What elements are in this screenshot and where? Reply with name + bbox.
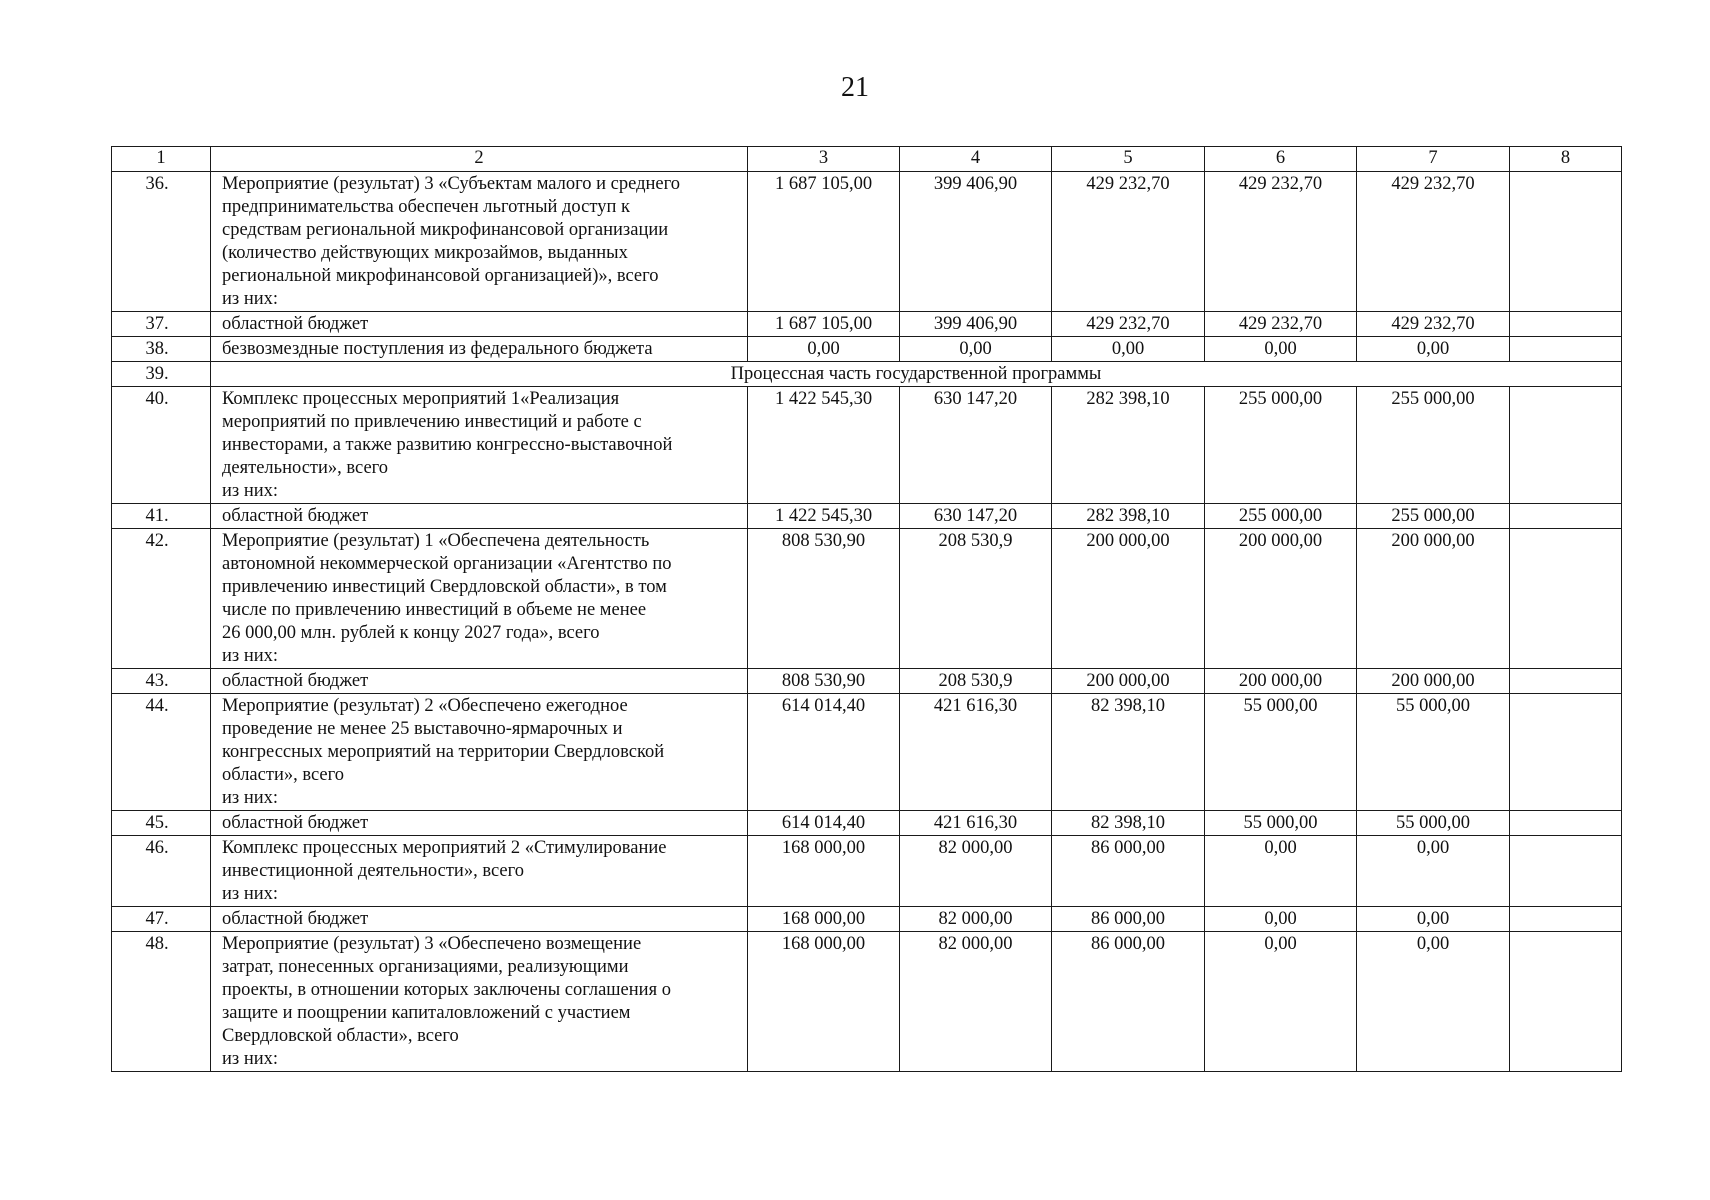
- description-line: из них:: [222, 884, 279, 904]
- value-cell-c7: 429 232,70: [1357, 172, 1510, 312]
- row-description: [211, 504, 748, 529]
- description-line: числе по привлечению инвестиций в объеме не менее: [222, 600, 647, 620]
- row-number: 47.: [112, 907, 211, 932]
- value-cell-c6: 0,00: [1205, 907, 1357, 932]
- value-cell-c3: 168 000,00: [748, 836, 900, 907]
- value-cell-c5: 282 398,10: [1052, 387, 1205, 504]
- description-line: инвесторами, а также развитию конгрессно-выставочной: [222, 435, 673, 455]
- value-cell-c7: 255 000,00: [1357, 387, 1510, 504]
- value-cell-c7: 255 000,00: [1357, 504, 1510, 529]
- description-line: областной бюджет: [222, 506, 369, 526]
- value-cell-c6: 255 000,00: [1205, 504, 1357, 529]
- value-cell-c5: 82 398,10: [1052, 694, 1205, 811]
- description-line: области», всего: [222, 765, 344, 785]
- table-row: [112, 932, 1622, 1072]
- value-cell-c8: [1510, 907, 1622, 932]
- table-row: [112, 836, 1622, 907]
- row-number: 40.: [112, 387, 211, 504]
- description-line: затрат, понесенных организациями, реализующими: [222, 957, 629, 977]
- row-description: [211, 811, 748, 836]
- value-cell-c5: 86 000,00: [1052, 907, 1205, 932]
- value-cell-c3: 0,00: [748, 337, 900, 362]
- value-cell-c6: 429 232,70: [1205, 172, 1357, 312]
- table-row: [112, 811, 1622, 836]
- section-title: Процессная часть государственной программы: [211, 362, 1622, 387]
- row-number: 38.: [112, 337, 211, 362]
- value-cell-c7: 429 232,70: [1357, 312, 1510, 337]
- row-description: [211, 337, 748, 362]
- value-cell-c5: 200 000,00: [1052, 669, 1205, 694]
- table-row: [112, 387, 1622, 504]
- row-number: 46.: [112, 836, 211, 907]
- table-row: [112, 362, 1622, 387]
- column-header: 8: [1510, 147, 1622, 172]
- value-cell-c7: 0,00: [1357, 836, 1510, 907]
- value-cell-c6: 0,00: [1205, 932, 1357, 1072]
- row-number: 39.: [112, 362, 211, 387]
- value-cell-c4: 0,00: [900, 337, 1052, 362]
- value-cell-c8: [1510, 504, 1622, 529]
- value-cell-c5: 82 398,10: [1052, 811, 1205, 836]
- value-cell-c4: 82 000,00: [900, 932, 1052, 1072]
- description-line: из них:: [222, 788, 279, 808]
- value-cell-c8: [1510, 337, 1622, 362]
- table-row: [112, 907, 1622, 932]
- row-description: [211, 932, 748, 1072]
- value-cell-c8: [1510, 932, 1622, 1072]
- description-line: Мероприятие (результат) 3 «Обеспечено возмещение: [222, 934, 642, 954]
- value-cell-c6: 0,00: [1205, 337, 1357, 362]
- row-description: [211, 836, 748, 907]
- value-cell-c4: 82 000,00: [900, 907, 1052, 932]
- description-line: средствам региональной микрофинансовой организации: [222, 220, 669, 240]
- value-cell-c5: 429 232,70: [1052, 312, 1205, 337]
- value-cell-c5: 200 000,00: [1052, 529, 1205, 669]
- description-line: региональной микрофинансовой организацией)», всего: [222, 266, 659, 286]
- row-number: 43.: [112, 669, 211, 694]
- value-cell-c4: 630 147,20: [900, 387, 1052, 504]
- value-cell-c7: 200 000,00: [1357, 669, 1510, 694]
- description-line: конгрессных мероприятий на территории Свердловской: [222, 742, 665, 762]
- description-line: инвестиционной деятельности», всего: [222, 861, 524, 881]
- value-cell-c5: 282 398,10: [1052, 504, 1205, 529]
- description-line: проекты, в отношении которых заключены соглашения о: [222, 980, 671, 1000]
- value-cell-c7: 0,00: [1357, 337, 1510, 362]
- value-cell-c4: 399 406,90: [900, 312, 1052, 337]
- value-cell-c8: [1510, 172, 1622, 312]
- table-row: [112, 529, 1622, 669]
- value-cell-c8: [1510, 836, 1622, 907]
- row-description: [211, 694, 748, 811]
- description-line: областной бюджет: [222, 314, 369, 334]
- value-cell-c6: 429 232,70: [1205, 312, 1357, 337]
- value-cell-c4: 399 406,90: [900, 172, 1052, 312]
- column-header: 1: [112, 147, 211, 172]
- budget-table: [111, 146, 1622, 1072]
- row-number: 48.: [112, 932, 211, 1072]
- row-description: [211, 387, 748, 504]
- value-cell-c5: 0,00: [1052, 337, 1205, 362]
- table-row: [112, 694, 1622, 811]
- value-cell-c4: 630 147,20: [900, 504, 1052, 529]
- description-line: привлечению инвестиций Свердловской области», в том: [222, 577, 667, 597]
- value-cell-c7: 0,00: [1357, 907, 1510, 932]
- value-cell-c3: 614 014,40: [748, 811, 900, 836]
- description-line: мероприятий по привлечению инвестиций и работе с: [222, 412, 642, 432]
- description-line: из них:: [222, 646, 279, 666]
- row-description: [211, 529, 748, 669]
- column-header: 7: [1357, 147, 1510, 172]
- value-cell-c8: [1510, 529, 1622, 669]
- table-row: [112, 337, 1622, 362]
- table-row: [112, 172, 1622, 312]
- description-line: (количество действующих микрозаймов, выданных: [222, 243, 628, 263]
- value-cell-c5: 86 000,00: [1052, 932, 1205, 1072]
- row-number: 41.: [112, 504, 211, 529]
- description-line: областной бюджет: [222, 909, 369, 929]
- value-cell-c7: 55 000,00: [1357, 811, 1510, 836]
- description-line: Комплекс процессных мероприятий 2 «Стимулирование: [222, 838, 667, 858]
- column-header: 2: [211, 147, 748, 172]
- description-line: безвозмездные поступления из федерального бюджета: [222, 339, 653, 359]
- value-cell-c5: 429 232,70: [1052, 172, 1205, 312]
- description-line: Мероприятие (результат) 2 «Обеспечено ежегодное: [222, 696, 628, 716]
- column-header: 5: [1052, 147, 1205, 172]
- description-line: из них:: [222, 289, 279, 309]
- table-body: [112, 147, 1622, 1072]
- value-cell-c3: 1 687 105,00: [748, 312, 900, 337]
- description-line: из них:: [222, 481, 279, 501]
- value-cell-c4: 82 000,00: [900, 836, 1052, 907]
- row-description: [211, 172, 748, 312]
- value-cell-c8: [1510, 694, 1622, 811]
- column-header: 4: [900, 147, 1052, 172]
- value-cell-c7: 0,00: [1357, 932, 1510, 1072]
- table-row: [112, 504, 1622, 529]
- value-cell-c6: 55 000,00: [1205, 694, 1357, 811]
- value-cell-c8: [1510, 669, 1622, 694]
- row-number: 42.: [112, 529, 211, 669]
- row-description: [211, 312, 748, 337]
- description-line: предпринимательства обеспечен льготный доступ к: [222, 197, 630, 217]
- value-cell-c7: 200 000,00: [1357, 529, 1510, 669]
- value-cell-c3: 808 530,90: [748, 529, 900, 669]
- description-line: областной бюджет: [222, 671, 369, 691]
- description-line: автономной некоммерческой организации «Агентство по: [222, 554, 672, 574]
- value-cell-c4: 421 616,30: [900, 694, 1052, 811]
- description-line: из них:: [222, 1049, 279, 1069]
- value-cell-c6: 0,00: [1205, 836, 1357, 907]
- value-cell-c6: 55 000,00: [1205, 811, 1357, 836]
- row-description: [211, 907, 748, 932]
- value-cell-c7: 55 000,00: [1357, 694, 1510, 811]
- value-cell-c6: 200 000,00: [1205, 529, 1357, 669]
- value-cell-c6: 200 000,00: [1205, 669, 1357, 694]
- description-line: Комплекс процессных мероприятий 1«Реализация: [222, 389, 620, 409]
- value-cell-c5: 86 000,00: [1052, 836, 1205, 907]
- header-row: [112, 147, 1622, 172]
- description-line: Мероприятие (результат) 3 «Субъектам малого и среднего: [222, 174, 681, 194]
- description-line: областной бюджет: [222, 813, 369, 833]
- value-cell-c3: 1 422 545,30: [748, 387, 900, 504]
- description-line: защите и поощрении капиталовложений с участием: [222, 1003, 631, 1023]
- column-header: 6: [1205, 147, 1357, 172]
- value-cell-c3: 614 014,40: [748, 694, 900, 811]
- value-cell-c4: 208 530,9: [900, 669, 1052, 694]
- table-row: [112, 312, 1622, 337]
- value-cell-c3: 168 000,00: [748, 907, 900, 932]
- value-cell-c3: 808 530,90: [748, 669, 900, 694]
- row-number: 45.: [112, 811, 211, 836]
- value-cell-c8: [1510, 312, 1622, 337]
- value-cell-c3: 1 687 105,00: [748, 172, 900, 312]
- column-header: 3: [748, 147, 900, 172]
- value-cell-c4: 421 616,30: [900, 811, 1052, 836]
- table-row: [112, 669, 1622, 694]
- description-line: 26 000,00 млн. рублей к концу 2027 года», всего: [222, 623, 600, 643]
- description-line: Свердловской области», всего: [222, 1026, 459, 1046]
- description-line: деятельности», всего: [222, 458, 389, 478]
- row-description: [211, 669, 748, 694]
- row-number: 44.: [112, 694, 211, 811]
- description-line: проведение не менее 25 выставочно-ярмарочных и: [222, 719, 623, 739]
- value-cell-c8: [1510, 387, 1622, 504]
- row-number: 37.: [112, 312, 211, 337]
- value-cell-c6: 255 000,00: [1205, 387, 1357, 504]
- value-cell-c3: 168 000,00: [748, 932, 900, 1072]
- value-cell-c4: 208 530,9: [900, 529, 1052, 669]
- value-cell-c3: 1 422 545,30: [748, 504, 900, 529]
- page-number: 21: [841, 72, 869, 103]
- value-cell-c8: [1510, 811, 1622, 836]
- row-number: 36.: [112, 172, 211, 312]
- description-line: Мероприятие (результат) 1 «Обеспечена деятельность: [222, 531, 650, 551]
